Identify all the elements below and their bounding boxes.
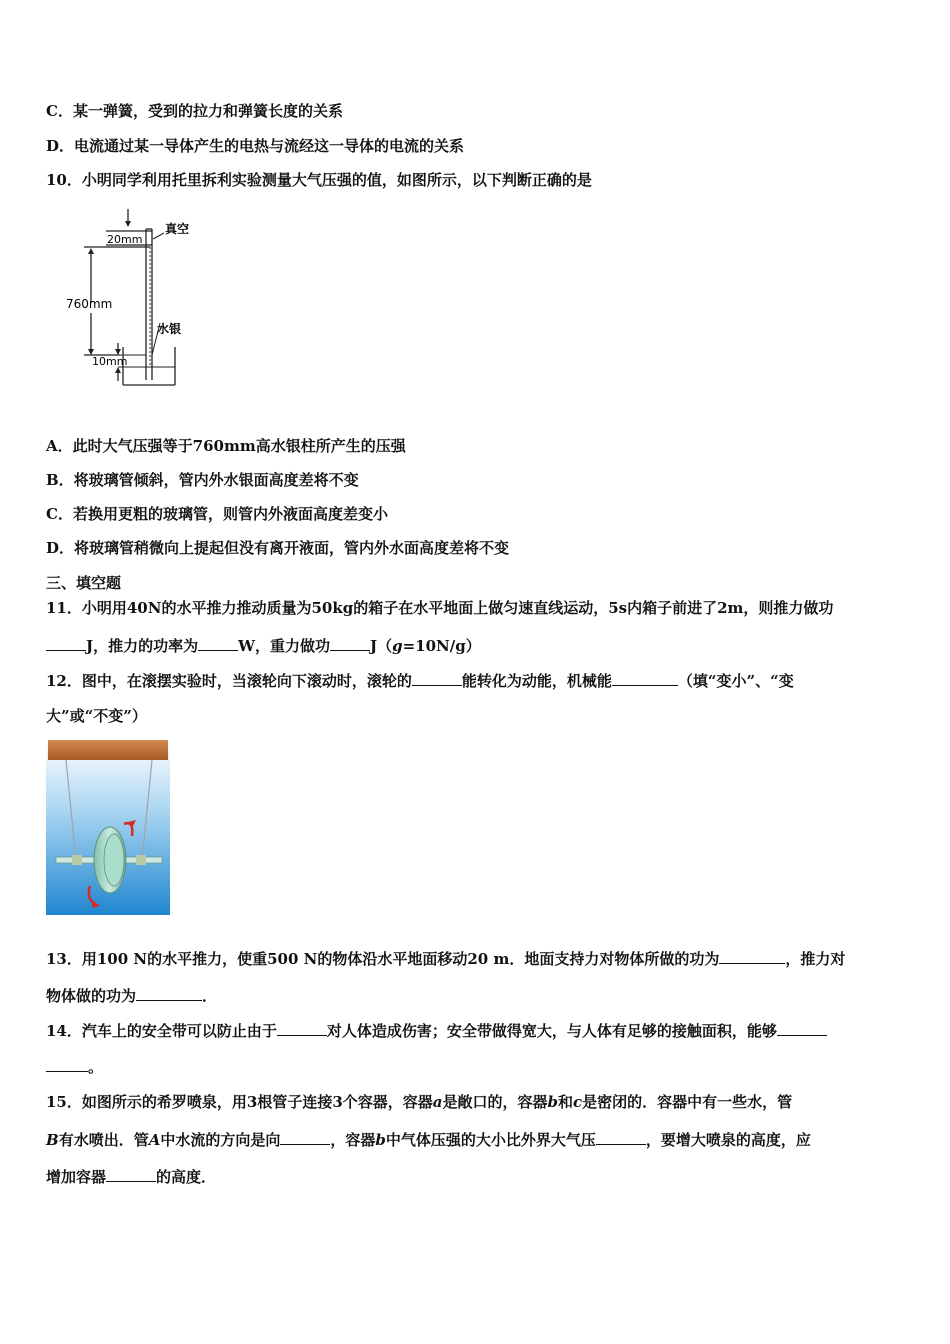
- q15-var-b2: b: [375, 1131, 386, 1149]
- q12-text-2: 能转化为动能，机械能: [461, 672, 612, 690]
- q15-var-c: c: [573, 1093, 583, 1111]
- torricelli-figure: [60, 205, 210, 395]
- answer-blank[interactable]: [777, 1020, 827, 1036]
- q14-line1: [46, 1020, 827, 1041]
- q15-text-9: ，要增大喷泉的高度，应: [645, 1131, 811, 1149]
- q13-text-2: ，推力对: [785, 950, 846, 968]
- q15-line1: [46, 1092, 792, 1112]
- q11-line1: 11．小明用40N的水平推力推动质量为50kg的箱子在水平地面上做匀速直线运动，5s内箱子前进了2m，则推力做功: [46, 599, 834, 617]
- label-20mm: 20mm: [107, 233, 143, 246]
- label-760mm: 760mm: [66, 297, 113, 311]
- answer-blank[interactable]: [280, 1129, 330, 1145]
- q15-var-A: A: [148, 1131, 161, 1149]
- q11-text-1: J，推力的功率为: [86, 637, 199, 655]
- label-vacuum: 真空: [165, 222, 190, 236]
- q11-text-3: J（: [369, 637, 393, 655]
- answer-blank[interactable]: [106, 1166, 156, 1182]
- answer-blank[interactable]: [330, 635, 370, 651]
- q15-text-5: 有水喷出．管: [58, 1131, 149, 1149]
- q11-text-4: =10N/g）: [402, 637, 481, 655]
- q11-g-symbol: g: [392, 637, 403, 655]
- q12-text-3: （填“变小”、“变: [677, 672, 794, 690]
- answer-blank[interactable]: [596, 1129, 646, 1145]
- q15-text-11: 的高度．: [156, 1168, 217, 1186]
- q11-line2: [46, 635, 481, 656]
- q15-var-B: B: [46, 1131, 59, 1149]
- answer-blank[interactable]: [198, 635, 238, 651]
- q14-text-2: 对人体造成伤害；安全带做得宽大，与人体有足够的接触面积，能够: [326, 1022, 777, 1040]
- q12-line1: [46, 670, 794, 691]
- q13-text-3: 物体做的功为: [46, 987, 137, 1005]
- q10-option-b: B．将玻璃管倾斜，管内外水银面高度差将不变: [46, 471, 359, 489]
- answer-blank[interactable]: [46, 635, 86, 651]
- q12-line2: 大”或“不变”）: [46, 707, 147, 725]
- q13-text-4: ．: [202, 987, 218, 1005]
- q9-option-d: D．电流通过某一导体产生的电热与流经这一导体的电流的关系: [46, 137, 465, 155]
- q15-var-b: b: [547, 1093, 559, 1111]
- label-mercury: 水银: [157, 322, 182, 336]
- q10-option-d: D．将玻璃管稍微向上提起但没有离开液面，管内外水面高度差将不变: [46, 539, 510, 557]
- q10-option-c: C．若换用更粗的玻璃管，则管内外液面高度差变小: [46, 505, 388, 523]
- answer-blank[interactable]: [612, 670, 678, 686]
- q13-text-1: 13．用100 N的水平推力，使重500 N的物体沿水平地面移动20 m．地面支持力对物体所做的功为: [46, 950, 720, 968]
- q15-text-8: 中气体压强的大小比外界大气压: [385, 1131, 596, 1149]
- q15-text-6: 中水流的方向是向: [160, 1131, 281, 1149]
- section-title: 三、填空题: [46, 574, 122, 592]
- label-10mm: 10mm: [92, 355, 128, 368]
- q15-text-1: 15．如图所示的希罗喷泉，用3根管子连接3个容器，容器: [46, 1093, 433, 1111]
- q9-option-c: C．某一弹簧，受到的拉力和弹簧长度的关系: [46, 102, 343, 120]
- q14-text-3: 。: [88, 1058, 104, 1076]
- q15-line2: [46, 1129, 811, 1150]
- q15-text-4: 是密闭的．容器中有一些水，管: [582, 1093, 793, 1111]
- answer-blank[interactable]: [412, 670, 462, 686]
- q15-var-a: a: [432, 1093, 443, 1111]
- answer-blank[interactable]: [719, 948, 785, 964]
- answer-blank[interactable]: [136, 985, 202, 1001]
- answer-blank[interactable]: [277, 1020, 327, 1036]
- q14-text-1: 14．汽车上的安全带可以防止由于: [46, 1022, 277, 1040]
- q10-option-a: A．此时大气压强等于760mm高水银柱所产生的压强: [46, 437, 406, 455]
- maxwell-wheel-figure: [46, 740, 170, 915]
- q13-line2: [46, 985, 217, 1006]
- q14-line2: [46, 1056, 103, 1077]
- q15-text-7: ，容器: [330, 1131, 376, 1149]
- q12-text-1: 12．图中，在滚摆实验时，当滚轮向下滚动时，滚轮的: [46, 672, 412, 690]
- q15-text-3: 和: [558, 1093, 574, 1111]
- q15-line3: [46, 1166, 216, 1187]
- q15-text-10: 增加容器: [46, 1168, 107, 1186]
- q11-text-2: W，重力做功: [238, 637, 330, 655]
- q15-text-2: 是敞口的，容器: [442, 1093, 548, 1111]
- answer-blank[interactable]: [46, 1056, 88, 1072]
- q13-line1: [46, 948, 845, 969]
- q10-stem: 10．小明同学利用托里拆利实验测量大气压强的值，如图所示，以下判断正确的是: [46, 171, 592, 189]
